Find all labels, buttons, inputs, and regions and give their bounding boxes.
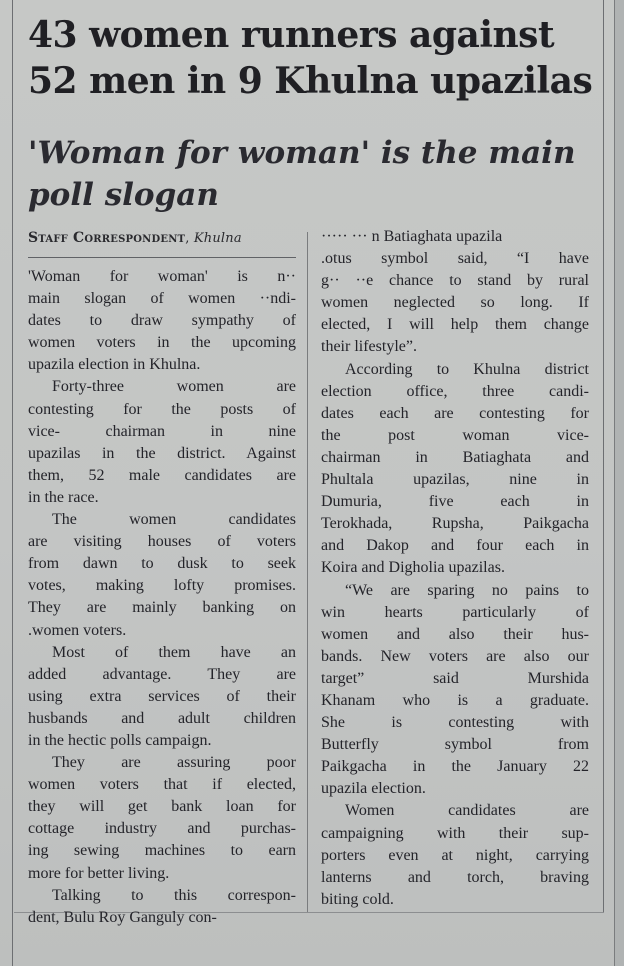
- article-text-line: women and also their hus-: [321, 625, 589, 643]
- article-text-line: porters even at night, carrying: [321, 846, 589, 864]
- article-text-line: ing sewing machines to earn: [28, 842, 296, 860]
- article-text-line: They are assuring poor: [52, 754, 296, 772]
- article-text-line: Butterfly symbol from: [321, 736, 589, 754]
- article-text-line: elected, I will help them change: [321, 316, 589, 334]
- byline-rule: [28, 257, 296, 258]
- article-text-line: Terokhada, Rupsha, Paikgacha: [321, 515, 589, 533]
- article-text-line: dent, Bulu Roy Ganguly con-: [28, 908, 217, 926]
- article-text-line: using extra services of their: [28, 687, 296, 705]
- article-text-line: their lifestyle”.: [321, 338, 417, 356]
- article-text-line: dates to draw sympathy of: [28, 312, 296, 330]
- article-text-line: election office, three candi-: [321, 382, 589, 400]
- article-text-line: campaigning with their sup-: [321, 824, 589, 842]
- adjacent-page-strip: [614, 0, 624, 966]
- article-text-line: upazila election in Khulna.: [28, 356, 201, 374]
- article-text-line: contesting for the posts of: [28, 400, 296, 418]
- article-text-line: them, 52 male candidates are: [28, 466, 296, 484]
- article-text-line: She is contesting with: [321, 714, 589, 732]
- article-text-line: women neglected so long. If: [321, 294, 589, 312]
- article-text-line: from dawn to dusk to seek: [28, 555, 296, 573]
- article-text-line: According to Khulna district: [345, 360, 589, 378]
- article-text-line: ····· ··· n Batiaghata upazila: [321, 228, 503, 245]
- subheadline-line: poll slogan: [28, 177, 219, 213]
- headline-line: 52 men in 9 Khulna upazilas: [28, 60, 593, 102]
- headline-line: 43 women runners against: [28, 14, 555, 56]
- article-text-line: the post woman vice-: [321, 426, 589, 444]
- article-text-line: Women candidates are: [345, 802, 589, 820]
- article-text-line: target” said Murshida: [321, 669, 589, 687]
- article-column-right: [321, 226, 589, 911]
- article-text-line: they will get bank loan for: [28, 798, 296, 816]
- article-text-line: “We are sparing no pains to: [345, 581, 589, 599]
- article-text-line: main slogan of women ··ndi-: [28, 290, 296, 308]
- article-text-line: chairman in Batiaghata and: [321, 448, 589, 466]
- article-text-line: .otus symbol said, “I have: [321, 250, 589, 268]
- article-text-line: Koira and Digholia upazilas.: [321, 559, 505, 577]
- article-text-line: are visiting houses of voters: [28, 533, 296, 551]
- article-text-line: Dumuria, five each in: [321, 493, 589, 511]
- byline: [28, 230, 300, 246]
- article-text-line: upazila election.: [321, 780, 426, 798]
- adjacent-page-edge: [614, 0, 615, 966]
- article-text-line: biting cold.: [321, 890, 394, 908]
- byline-place: Khulna: [193, 231, 242, 246]
- article-text-line: more for better living.: [28, 864, 170, 882]
- article-text-line: women voters in the upcoming: [28, 334, 296, 352]
- article-text-line: upazilas in the district. Against: [28, 444, 296, 462]
- article-text-line: Forty-three women are: [52, 378, 296, 396]
- article-text-line: in the race.: [28, 488, 99, 506]
- article-text-line: lanterns and torch, braving: [321, 868, 589, 886]
- byline-name: Staff Correspondent: [28, 230, 186, 246]
- article-text-line: .women voters.: [28, 621, 127, 639]
- article-text-line: and Dakop and four each in: [321, 537, 589, 555]
- article-text-line: vice- chairman in nine: [28, 422, 296, 440]
- article-text-line: husbands and adult children: [28, 709, 296, 727]
- article-text-line: Paikgacha in the January 22: [321, 758, 589, 776]
- article-text-line: Phultala upazilas, nine in: [321, 471, 589, 489]
- article-text-line: Khanam who is a graduate.: [321, 691, 589, 709]
- article-text-line: They are mainly banking on: [28, 599, 296, 617]
- column-separator: [307, 232, 308, 912]
- article-text-line: bands. New voters are also our: [321, 647, 589, 665]
- article-text-line: women voters that if elected,: [28, 776, 296, 794]
- article-text-line: votes, making lofty promises.: [28, 577, 296, 595]
- article-column-left: [28, 266, 296, 929]
- article-text-line: dates each are contesting for: [321, 404, 589, 422]
- left-column-rule: [12, 0, 13, 966]
- byline-separator: ,: [185, 231, 194, 246]
- headline: [28, 12, 600, 104]
- article-text-line: 'Woman for woman' is n··: [28, 268, 296, 285]
- article-text-line: in the hectic polls campaign.: [28, 731, 212, 749]
- article-text-line: win hearts particularly of: [321, 603, 589, 621]
- right-column-rule: [603, 0, 604, 912]
- subheadline-line: 'Woman for woman' is the main: [28, 135, 576, 171]
- article-text-line: The women candidates: [52, 511, 296, 529]
- article-text-line: Most of them have an: [52, 643, 296, 661]
- subheadline: [28, 132, 600, 216]
- article-text-line: added advantage. They are: [28, 665, 296, 683]
- article-text-line: cottage industry and purchas-: [28, 820, 296, 838]
- article-text-line: Talking to this correspon-: [52, 886, 296, 904]
- article-text-line: g·· ··e chance to stand by rural: [321, 272, 589, 290]
